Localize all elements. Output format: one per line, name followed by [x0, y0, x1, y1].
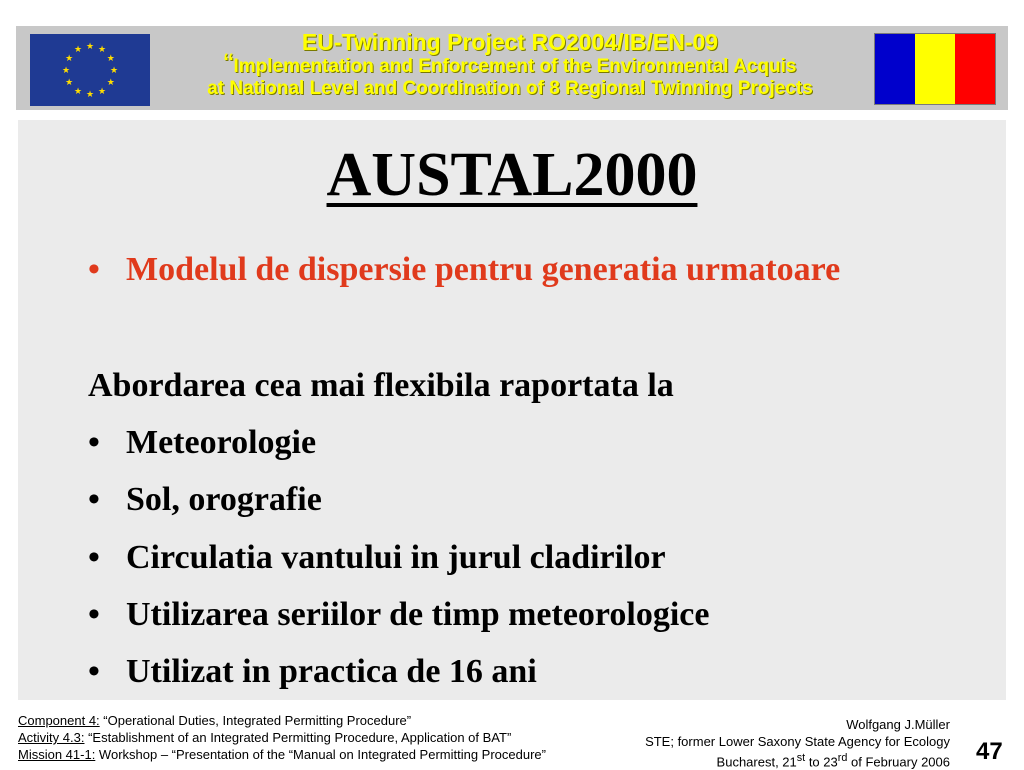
eu-star-icon: ★ — [65, 53, 74, 63]
eu-star-icon: ★ — [73, 85, 83, 96]
slide-title: AUSTAL2000 — [326, 141, 698, 209]
eu-star-icon: ★ — [106, 77, 115, 87]
footer-left — [18, 712, 546, 763]
page-number: 47 — [976, 738, 1003, 765]
footer-activity: Activity 4.3: “Establishment of an Integrated Permitting Procedure, Application of BAT” — [18, 730, 512, 745]
bullet-item: • Utilizarea seriilor de timp meteorologice — [88, 596, 710, 633]
eu-star-icon: ★ — [61, 65, 71, 75]
footer-right — [645, 716, 950, 770]
project-title: “Implementation and Enforcement of the Environmental Acquis — [223, 48, 797, 81]
romania-flag-icon — [874, 33, 996, 105]
project-subtitle: at National Level and Coordination of 8 Regional Twinning Projects — [207, 78, 813, 99]
footer-agency: STE; former Lower Saxony State Agency for Ecology — [645, 734, 950, 749]
flag-yellow-stripe — [915, 34, 955, 104]
eu-star-icon: ★ — [65, 77, 74, 87]
project-header — [140, 30, 880, 100]
footer-date: Bucharest, 21st to 23rd of February 2006 — [716, 752, 950, 770]
eu-star-icon: ★ — [85, 41, 95, 51]
bullet-marker: • — [88, 596, 100, 633]
bullet-marker: • — [88, 481, 100, 518]
eu-star-icon: ★ — [73, 44, 83, 55]
eu-star-icon: ★ — [109, 65, 119, 75]
eu-star-icon: ★ — [85, 89, 95, 99]
bullet-marker: • — [88, 539, 100, 576]
eu-star-icon: ★ — [106, 53, 115, 63]
bullet-item: • Meteorologie — [88, 424, 317, 461]
project-code: EU-Twinning Project RO2004/IB/EN-09 — [301, 29, 719, 55]
footer-mission: Mission 41-1: Workshop – “Presentation of the “Manual on Integrated Permitting Procedure” — [18, 747, 546, 762]
highlight-bullet: • Modelul de dispersie pentru generatia urmatoare — [88, 251, 841, 288]
bullet-marker: • — [88, 653, 100, 690]
eu-star-icon: ★ — [97, 85, 107, 96]
footer-component: Component 4: “Operational Duties, Integrated Permitting Procedure” — [18, 713, 412, 728]
flag-red-stripe — [955, 34, 995, 104]
bullet-marker: • — [88, 424, 100, 461]
bullet-marker: • — [88, 251, 100, 288]
bullet-item: • Circulatia vantului in jurul cladirilor — [88, 539, 666, 576]
flag-blue-stripe — [875, 34, 915, 104]
eu-flag-icon — [30, 34, 150, 106]
eu-star-icon: ★ — [97, 44, 107, 55]
bullet-item: • Sol, orografie — [88, 481, 322, 518]
intro-line: Abordarea cea mai flexibila raportata la — [88, 367, 674, 404]
bullet-item: • Utilizat in practica de 16 ani — [88, 653, 537, 690]
footer-author: Wolfgang J.Müller — [846, 717, 950, 732]
